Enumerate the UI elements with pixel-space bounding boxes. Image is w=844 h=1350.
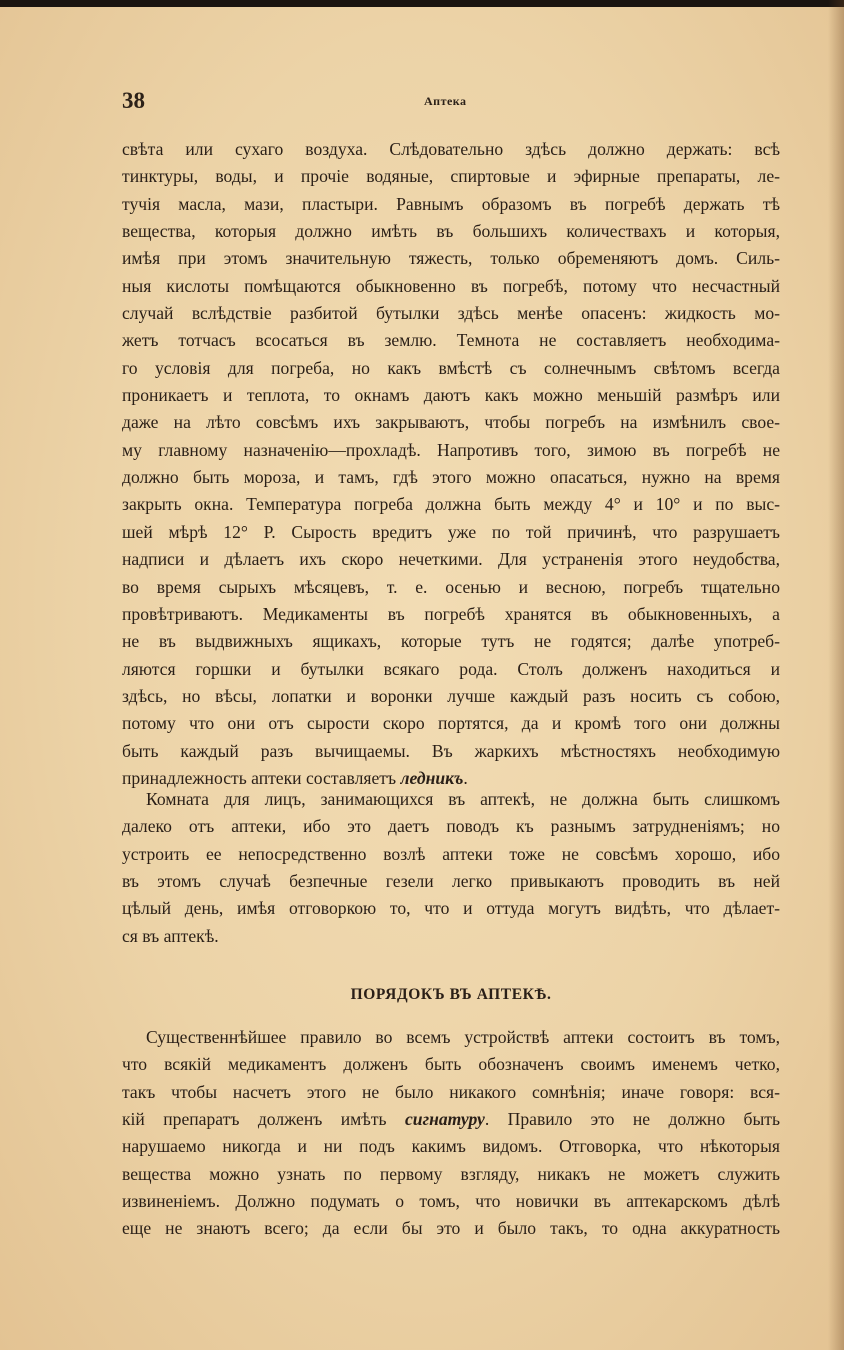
text-line: ляются горшки и бутылки всякаго рода. Столъ долженъ находиться и: [122, 658, 780, 679]
text-line: шей мѣрѣ 12° Р. Сырость вредитъ уже по той причинѣ, что разрушаетъ: [122, 521, 780, 542]
running-head: Аптека: [424, 94, 467, 108]
emphasis-ledник: ледникъ: [400, 767, 464, 788]
text-line: здѣсь, но вѣсы, лопатки и воронки лучше каждый разъ носить съ собою,: [122, 685, 780, 706]
scan-top-border: [0, 0, 844, 7]
text-run: принадлежность аптеки составляетъ: [122, 767, 401, 788]
page-edge-shadow: [828, 0, 844, 1350]
paragraph-2: [122, 786, 780, 950]
text-line: имѣя при этомъ значительную тяжесть, только обременяютъ домъ. Силь-: [122, 248, 780, 269]
text-line: [122, 1106, 780, 1133]
text-line: надписи и дѣлаетъ ихъ скоро нечеткими. Для устраненія этого неудобства,: [122, 549, 780, 570]
text-line: извиненіемъ. Должно подумать о томъ, что новички въ аптекарскомъ дѣлѣ: [122, 1191, 780, 1212]
text-line: что всякій медикаментъ долженъ быть обозначенъ своимъ именемъ четко,: [122, 1054, 780, 1075]
text-line: вещества можно узнать по первому взгляду, никакъ не можетъ служить: [122, 1163, 780, 1184]
text-line: му главному назначенію—прохладѣ. Напротивъ того, зимою въ погребѣ не: [122, 439, 780, 460]
text-line: во время сырыхъ мѣсяцевъ, т. е. осенью и весною, погребъ тщательно: [122, 576, 780, 597]
text-line: го условія для погреба, но какъ вмѣстѣ съ солнечнымъ свѣтомъ всегда: [122, 357, 780, 378]
emphasis-signatura: сигнатуру: [404, 1109, 485, 1130]
page-header: [122, 88, 782, 118]
text-line: нарушаемо никогда и ни подъ какимъ видомъ. Отговорка, что нѣкоторыя: [122, 1136, 780, 1157]
paragraph-1: [122, 136, 780, 792]
text-line: потому что они отъ сырости скоро портятся, да и кромѣ того они должны: [122, 713, 780, 734]
text-run: кій препаратъ долженъ имѣть: [122, 1109, 405, 1130]
text-line: случай вслѣдствіе разбитой бутылки здѣсь менѣе опасенъ: жидкость мо-: [122, 303, 780, 324]
text-line: устроить ее непосредственно возлѣ аптеки тоже не совсѣмъ хорошо, ибо: [122, 843, 780, 864]
text-line: такъ чтобы насчетъ этого не было никакого сомнѣнія; иначе говоря: вся-: [122, 1081, 780, 1102]
text-line: Существеннѣйшее правило во всемъ устройствѣ аптеки состоитъ въ томъ,: [146, 1027, 780, 1047]
text-line: тучія масла, мази, пластыри. Равнымъ образомъ въ погребѣ держать тѣ: [122, 193, 780, 214]
text-line: проникаетъ и теплота, то окнамъ даютъ какъ можно меньшій размѣръ или: [122, 385, 780, 406]
text-line: даже на лѣто совсѣмъ ихъ закрываютъ, чтобы погребъ на измѣнилъ свое-: [122, 412, 780, 433]
text-line: должно быть мороза, и тамъ, гдѣ этого можно опасаться, нужно на время: [122, 467, 780, 488]
text-line: закрыть окна. Температура погреба должна быть между 4° и 10° и по выс-: [122, 494, 780, 515]
text-line: Комната для лицъ, занимающихся въ аптекѣ, не должна быть слишкомъ: [146, 789, 780, 809]
text-line: провѣтриваютъ. Медикаменты въ погребѣ хранятся въ обыкновенныхъ, а: [122, 603, 780, 624]
text-run: . Правило это не должно быть: [484, 1109, 780, 1130]
text-line: свѣта или сухаго воздуха. Слѣдовательно здѣсь должно держать: всѣ: [122, 139, 780, 159]
text-run: .: [463, 767, 468, 788]
page-number: 38: [122, 88, 145, 113]
section-heading: ПОРЯДОКЪ ВЪ АПТЕКѢ.: [350, 986, 552, 1003]
text-line: ныя кислоты помѣщаются обыкновенно въ погребѣ, потому что несчастный: [122, 275, 780, 296]
text-line: въ этомъ случаѣ безпечные гезели легко привыкаютъ проводить въ ней: [122, 871, 780, 892]
paragraph-3: [122, 1024, 780, 1243]
text-line: жетъ тотчасъ всосаться въ землю. Темнота не составляетъ необходима-: [122, 330, 780, 351]
text-line: еще не знаютъ всего; да если бы это и было такъ, то одна аккуратность: [122, 1218, 780, 1239]
text-line: быть каждый разъ вычищаемы. Въ жаркихъ мѣстностяхъ необходимую: [122, 740, 780, 761]
text-line: ся въ аптекѣ.: [122, 925, 219, 946]
text-line: не въ выдвижныхъ ящикахъ, которые тутъ не годятся; далѣе употреб-: [122, 631, 780, 652]
text-line: вещества, которыя должно имѣть въ большихъ количествахъ и которыя,: [122, 221, 780, 242]
text-line: далеко отъ аптеки, ибо это даетъ поводъ къ разнымъ затрудненіямъ; но: [122, 816, 780, 837]
text-line: цѣлый день, имѣя отговоркою то, что и оттуда могутъ видѣть, что дѣлает-: [122, 898, 780, 919]
text-line: тинктуры, воды, и прочіе водяные, спиртовые и эфирные препараты, ле-: [122, 166, 780, 187]
